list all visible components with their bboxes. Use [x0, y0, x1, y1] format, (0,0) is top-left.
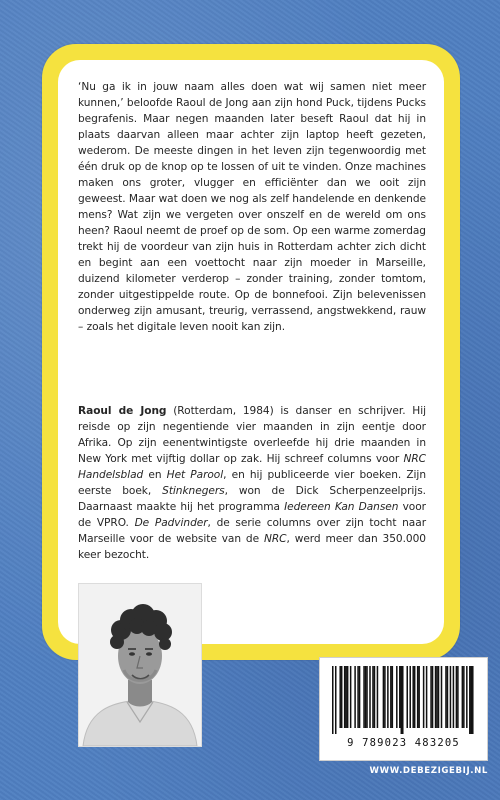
title-stinknegers: Stinknegers	[162, 485, 225, 497]
author-photo	[78, 583, 202, 747]
title-het-parool: Het Parool	[166, 469, 224, 481]
title-de-padvinder: De Padvinder	[134, 517, 208, 529]
barcode-panel	[319, 657, 488, 761]
barcode-icon	[332, 666, 475, 734]
author-bio-paragraph: Raoul de Jong (Rotterdam, 1984) is danser en schrijver. Hij reisde op zijn negentiende vier maanden in zijn eentje door Afrika. Op zijn eenentwintigste overleefde hij drie maanden in New York met vijftig dollar op zak. Hij schreef columns voor NRC Handelsblad en Het Parool, en hij publiceerde vier boeken. Zijn eerste boek, Stinknegers, won de Dick Scherpenzeelprijs. Daarnaast maakte hij het programma Iedereen Kan Dansen voor de VPRO. De Padvinder, de serie columns over zijn tocht naar Marseille voor de website van de NRC, werd meer dan 350.000 keer bezocht.	[78, 405, 426, 561]
title-nrc-handelsblad: NRC Handelsblad	[78, 453, 426, 481]
isbn-number: 9 789023 483205	[347, 737, 460, 749]
title-nrc: NRC	[263, 533, 287, 545]
author-portrait-illustration	[79, 584, 201, 746]
title-iedereen-kan-dansen: Iedereen Kan Dansen	[284, 501, 399, 513]
author-name: Raoul de Jong	[78, 405, 167, 417]
blurb-paragraph: ‘Nu ga ik in jouw naam alles doen wat wij samen niet meer kunnen,’ beloofde Raoul de Jong aan zijn hond Puck, tijdens Pucks begrafenis. Maar negen maanden later beseft Raoul dat hij in plaats daarvan alleen maar achter zijn laptop heeft gezeten, wederom. De meeste dingen in het leven zijn tegenwoordig met één druk op de knop op te lossen of uit te vinden. Onze machines maken ons groter, vlugger en efficiënter dan we ooit zijn geweest. Maar wat doen we nog als zelf handelende en denkende mens? Wat zijn we vergeten over onszelf en de wereld om ons heen? Raoul neemt de proef op de som. Op een warme zomerdag trekt hij de voordeur van zijn huis in Rotterdam achter zich dicht en begint aan een voettocht naar zijn moeder in Marseille, duizend kilometer verderop – zonder training, zonder tomtom, zonder uitgestippelde route. Op de bonnefooi. Zijn belevenissen onderweg zijn amusant, treurig, verrassend, angstwekkend, rauw – zoals het digitale leven nooit kan zijn.	[78, 81, 426, 333]
publisher-website-link[interactable]: WWW.DEBEZIGEBIJ.NL	[369, 766, 488, 776]
